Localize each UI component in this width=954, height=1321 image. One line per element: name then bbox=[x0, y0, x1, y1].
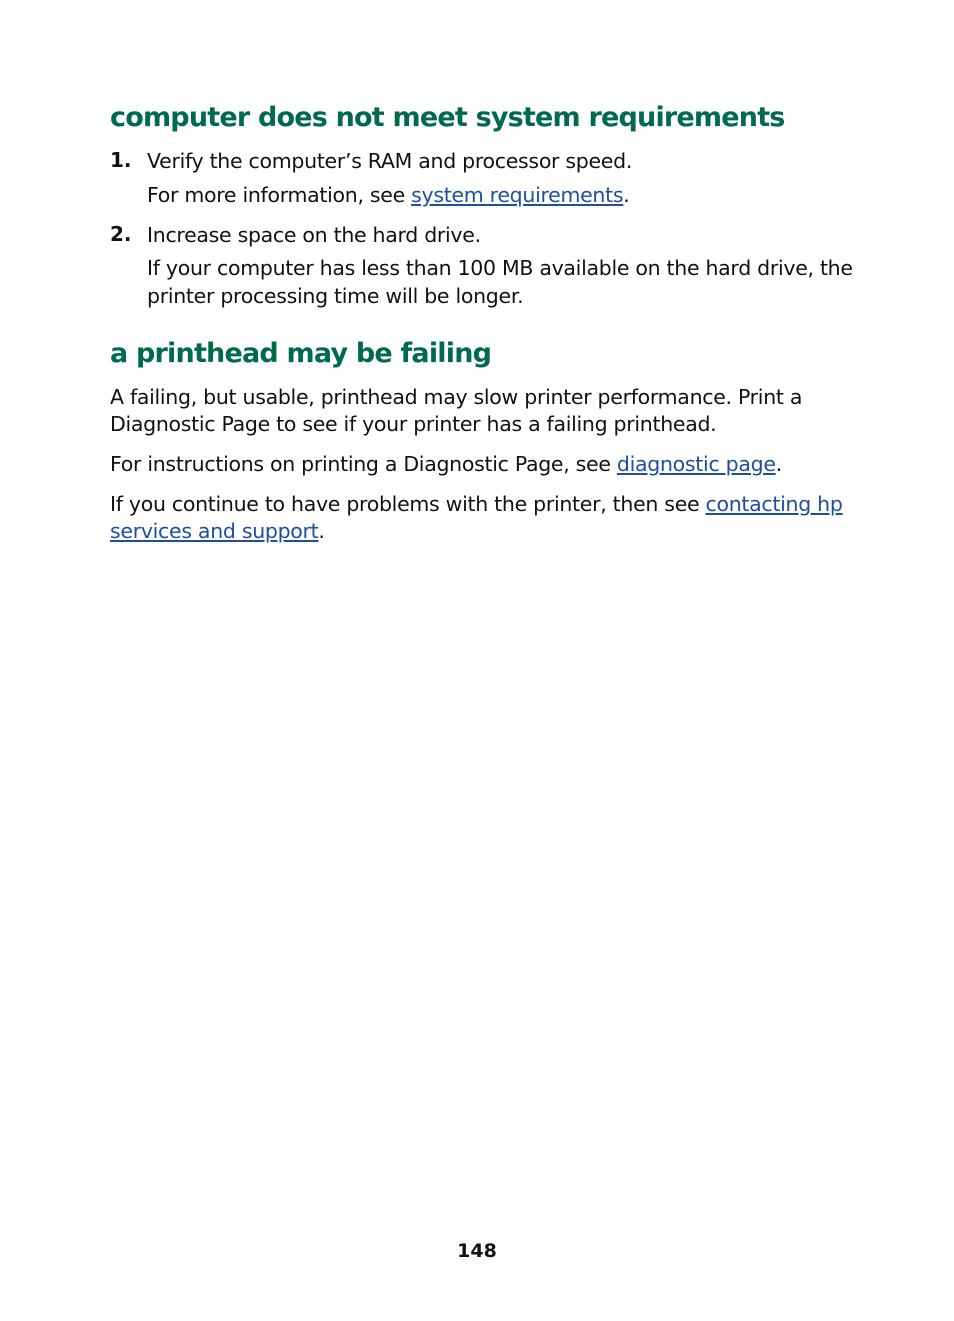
step-text: Verify the computer’s RAM and processor speed. bbox=[147, 149, 633, 173]
contacting-hp-link[interactable]: services and support bbox=[110, 519, 319, 543]
diagnostic-page-link[interactable]: diagnostic page bbox=[616, 452, 776, 476]
paragraph: If you continue to have problems with the printer, then see contacting hp bbox=[110, 492, 843, 516]
contacting-hp-link[interactable]: contacting hp bbox=[705, 492, 843, 516]
paragraph: A failing, but usable, printhead may slow printer performance. Print a bbox=[110, 385, 803, 409]
paragraph: services and support. bbox=[110, 519, 325, 543]
section-heading: a printhead may be failing bbox=[110, 338, 492, 369]
step-detail: If your computer has less than 100 MB available on the hard drive, the bbox=[147, 256, 853, 280]
step-detail: printer processing time will be longer. bbox=[147, 284, 524, 308]
step-text: Increase space on the hard drive. bbox=[147, 223, 481, 247]
page-number: 148 bbox=[457, 1240, 497, 1262]
step-number: 2. bbox=[110, 222, 132, 246]
step-detail: For more information, see system requirements. bbox=[147, 183, 630, 207]
section-heading: computer does not meet system requirements bbox=[110, 102, 785, 133]
system-requirements-link[interactable]: system requirements bbox=[411, 183, 624, 207]
step-number: 1. bbox=[110, 148, 132, 172]
paragraph: Diagnostic Page to see if your printer has a failing printhead. bbox=[110, 412, 717, 436]
paragraph: For instructions on printing a Diagnostic Page, see diagnostic page. bbox=[110, 452, 782, 476]
